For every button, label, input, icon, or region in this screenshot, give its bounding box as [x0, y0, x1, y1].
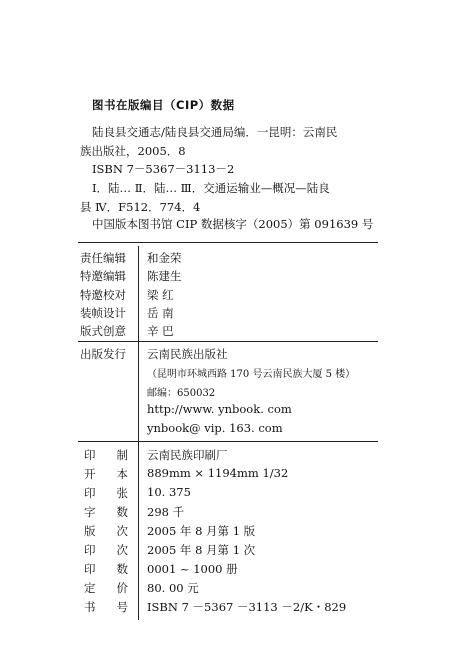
credit-label: 责任编辑	[80, 251, 126, 265]
credit-value: 梁 红	[147, 288, 174, 302]
spec-label: 印 数	[84, 562, 128, 576]
spec-value: 0001 ~ 1000 册	[147, 562, 238, 576]
publisher-address: （昆明市环城西路 170 号云南民族大厦 5 楼）	[147, 369, 356, 380]
cip-line-5: 县 Ⅳ．F512．774．4	[80, 200, 201, 214]
credit-label: 特邀校对	[80, 288, 126, 302]
spec-value: ISBN 7 －5367 －3113 －2/K・829	[147, 600, 347, 614]
cip-line-2: 族出版社，2005．8	[80, 144, 186, 158]
spec-value: 2005 年 8 月第 1 版	[147, 524, 256, 538]
publisher-postcode: 邮编：650032	[147, 388, 216, 399]
cip-heading: 图书在版编目（CIP）数据	[92, 98, 235, 112]
credit-value: 岳 南	[147, 306, 174, 320]
spec-value: 2005 年 8 月第 1 次	[147, 543, 256, 557]
credit-value: 陈建生	[147, 269, 182, 283]
publisher-divider	[78, 441, 378, 442]
spec-value: 80. 00 元	[147, 581, 199, 595]
cip-record-number: 中国版本图书馆 CIP 数据核字（2005）第 091639 号	[92, 217, 374, 231]
spec-label: 版 次	[84, 524, 128, 538]
column-separator	[138, 246, 139, 620]
credit-value: 辛 巴	[147, 324, 174, 338]
publisher-name: 云南民族出版社	[147, 347, 228, 361]
spec-value: 云南民族印刷厂	[147, 448, 228, 462]
spec-label: 开 本	[84, 467, 128, 481]
spec-value: 298 千	[147, 505, 185, 519]
spec-label: 印 制	[84, 448, 128, 462]
publisher-website: http://www. ynbook. com	[147, 402, 292, 416]
credit-label: 特邀编辑	[80, 269, 126, 283]
cip-line-1: 陆良县交通志/陆良县交通局编．一昆明：云南民	[92, 125, 338, 139]
publisher-label: 出版发行	[80, 347, 126, 361]
cip-line-3: ISBN 7－5367－3113－2	[92, 162, 235, 176]
cip-line-4: Ⅰ．陆… Ⅱ．陆… Ⅲ．交通运输业—概况—陆良	[92, 181, 330, 195]
credit-value: 和金荣	[147, 251, 182, 265]
credits-divider	[78, 341, 378, 342]
cip-divider	[78, 242, 378, 243]
spec-label: 印 张	[84, 486, 128, 500]
credit-label: 版式创意	[80, 324, 126, 338]
spec-value: 889mm × 1194mm 1/32	[147, 466, 289, 480]
spec-value: 10. 375	[147, 485, 191, 499]
credit-label: 装帧设计	[80, 306, 126, 320]
spec-label: 印 次	[84, 543, 128, 557]
spec-label: 字 数	[84, 505, 128, 519]
spec-label: 书 号	[84, 600, 128, 614]
publisher-email: ynbook@ vip. 163. com	[147, 421, 283, 435]
spec-label: 定 价	[84, 581, 128, 595]
